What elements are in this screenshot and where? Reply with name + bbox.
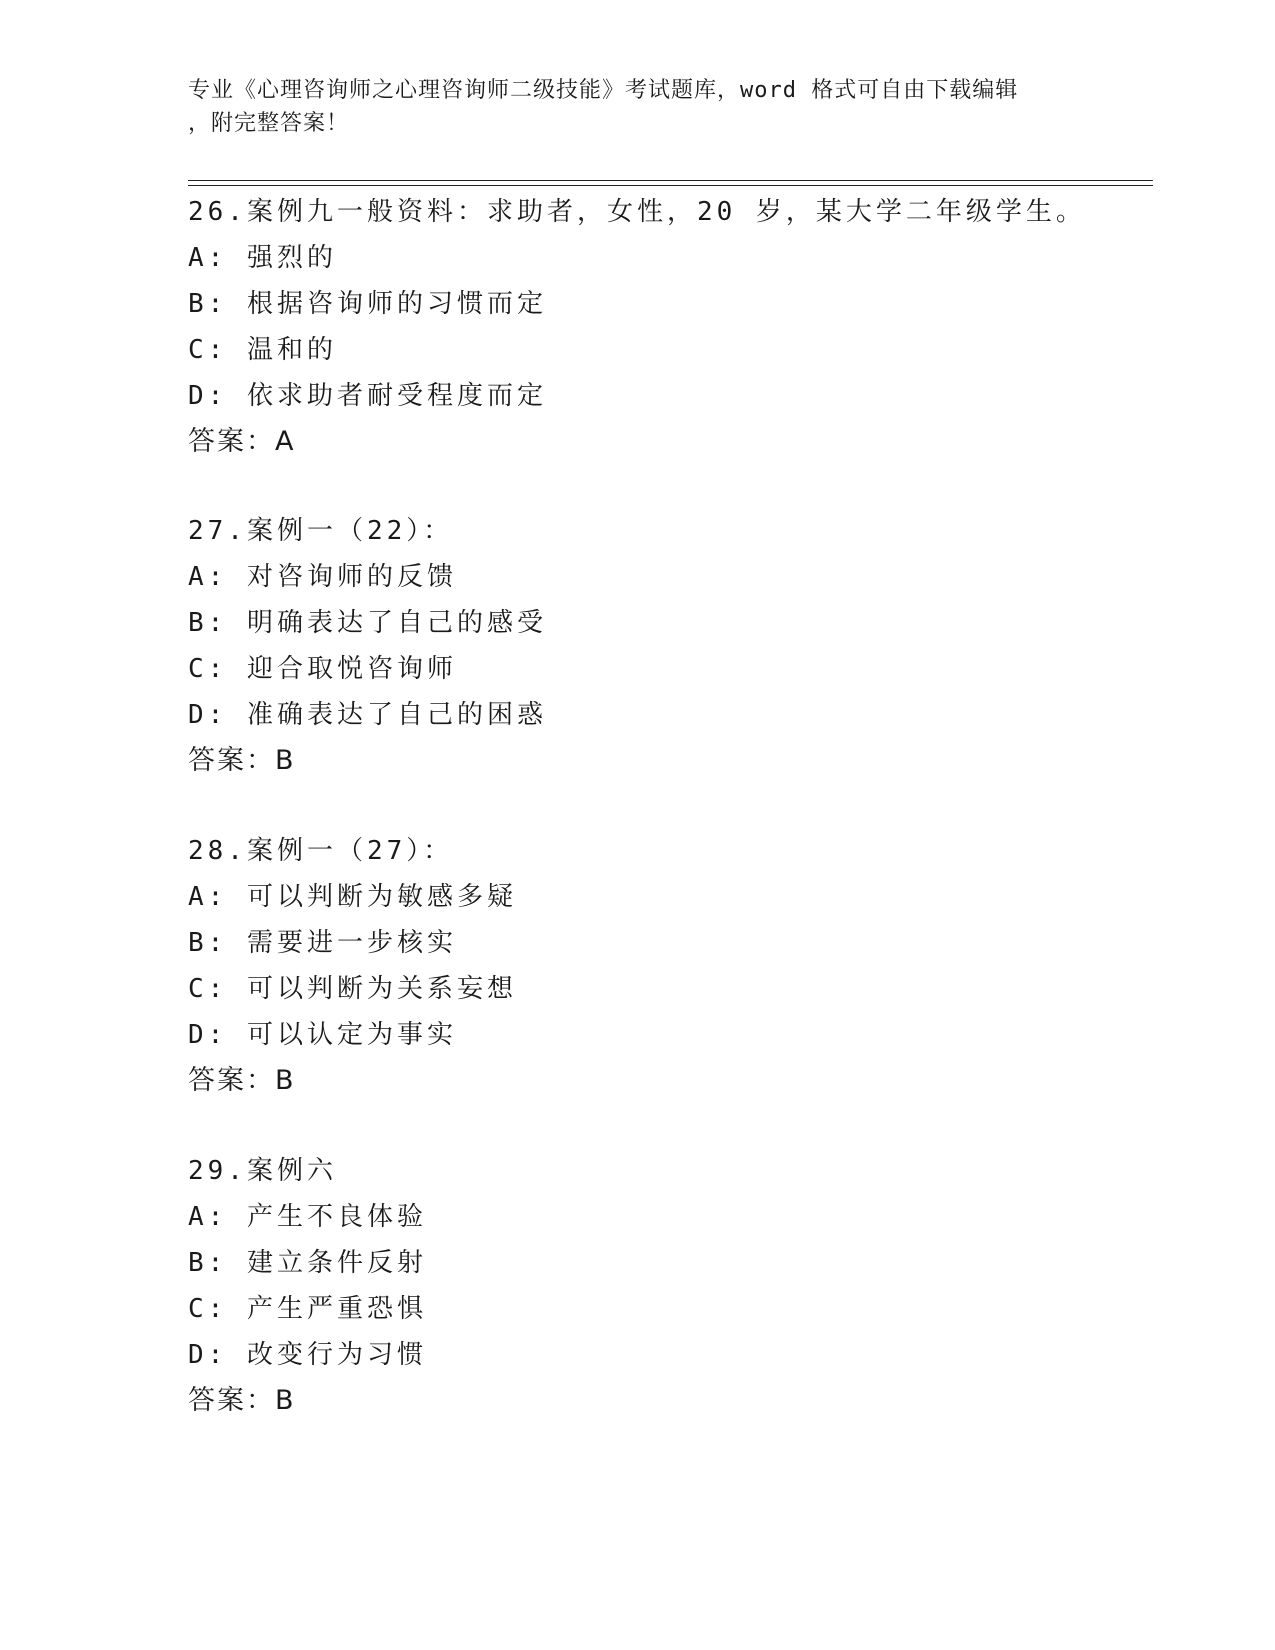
option-d: D: 改变行为习惯: [188, 1340, 427, 1370]
option-b: B: 建立条件反射: [188, 1248, 427, 1278]
header-line-2: ，附完整答案！: [188, 111, 350, 136]
question-title: 29.案例六: [188, 1156, 337, 1186]
question-29: [188, 1148, 1148, 1424]
header-line-1: 专业《心理咨询师之心理咨询师二级技能》考试题库，word 格式可自由下载编辑: [188, 78, 1019, 103]
answer: 答案：B: [188, 1385, 296, 1416]
option-b: B: 根据咨询师的习惯而定: [188, 289, 547, 319]
option-d: D: 依求助者耐受程度而定: [188, 381, 547, 411]
option-a: A: 产生不良体验: [188, 1202, 427, 1232]
option-c: C: 产生严重恐惧: [188, 1294, 427, 1324]
header-divider-bottom: [188, 185, 1153, 186]
question-26: [188, 189, 1148, 465]
option-d: D: 可以认定为事实: [188, 1020, 457, 1050]
question-28: [188, 828, 1148, 1104]
option-a: A: 对咨询师的反馈: [188, 562, 457, 592]
answer: 答案：B: [188, 745, 296, 776]
question-title: 28.案例一（27）：: [188, 836, 454, 866]
option-d: D: 准确表达了自己的困惑: [188, 700, 547, 730]
option-a: A: 强烈的: [188, 243, 337, 273]
option-c: C: 温和的: [188, 335, 337, 365]
option-b: B: 明确表达了自己的感受: [188, 608, 547, 638]
answer: 答案：B: [188, 1065, 296, 1096]
option-c: C: 可以判断为关系妄想: [188, 974, 517, 1004]
header-divider-top: [188, 180, 1153, 181]
option-b: B: 需要进一步核实: [188, 928, 457, 958]
question-27: [188, 508, 1148, 784]
question-title: 27.案例一（22）：: [188, 516, 454, 546]
question-title: 26.案例九一般资料：求助者，女性，20 岁，某大学二年级学生。: [188, 197, 1086, 227]
option-a: A: 可以判断为敏感多疑: [188, 882, 517, 912]
option-c: C: 迎合取悦咨询师: [188, 654, 457, 684]
document-header: [188, 74, 1068, 140]
answer: 答案：A: [188, 426, 296, 457]
